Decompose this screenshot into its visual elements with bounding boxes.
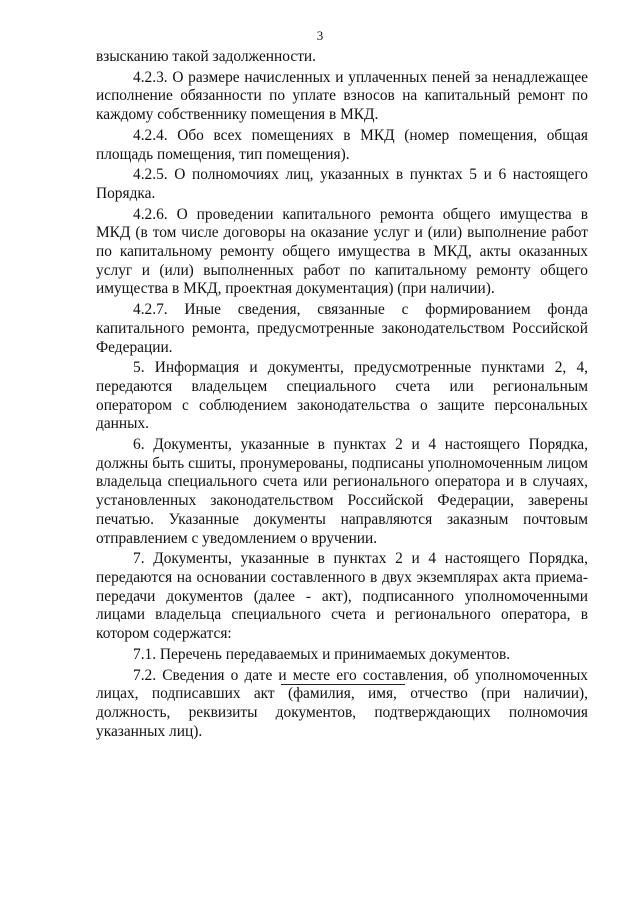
- paragraph-4-2-6: 4.2.6. О проведении капитального ремонта общего имущества в МКД (в том числе договоры на оказание услуг и (или) выполнение работ по капитальному ремонту общего имущества в МКД, акты оказанных услуг и (или) выполненных работ по капитальному ремонту общего имущества в МКД, проектная документация) (при наличии).: [96, 205, 588, 298]
- paragraph-6: 6. Документы, указанные в пунктах 2 и 4 настоящего Порядка, должны быть сшиты, пронумерованы, подписаны уполномоченным лицом владельца специального счета или регионального оператора и в случаях, установленных законодательством Российской Федерации, заверены печатью. Указанные документы направляются заказным почтовым отправлением с уведомлением о вручении.: [96, 436, 588, 547]
- paragraph-4-2-3: 4.2.3. О размере начисленных и уплаченных пеней за ненадлежащее исполнение обязанности по уплате взносов на капитальный ремонт по каждому собственнику помещения в МКД.: [96, 68, 588, 124]
- paragraph-continuation: взысканию такой задолженности.: [96, 48, 316, 65]
- page-number: 3: [316, 28, 324, 43]
- paragraph-7: 7. Документы, указанные в пунктах 2 и 4 настоящего Порядка, передаются на основании составленного в двух экземплярах акта приема-передачи документов (далее - акт), подписанного уполномоченными лицами владельца специального счета и регионального оператора, в котором содержатся:: [96, 550, 588, 643]
- document-body: [96, 48, 588, 743]
- paragraph-4-2-5: 4.2.5. О полномочиях лиц, указанных в пунктах 5 и 6 настоящего Порядка.: [96, 166, 588, 202]
- paragraph-4-2-7: 4.2.7. Иные сведения, связанные с формированием фонда капитального ремонта, предусмотренные законодательством Российской Федерации.: [96, 301, 588, 356]
- paragraph-5: 5. Информация и документы, предусмотренные пунктами 2, 4, передаются владельцем специального счета или региональным оператором с соблюдением законодательства о защите персональных данных.: [96, 359, 588, 433]
- closing-rule: [281, 684, 405, 685]
- paragraph-7-1: 7.1. Перечень передаваемых и принимаемых документов.: [133, 645, 511, 663]
- paragraph-7-2: 7.2. Сведения о дате и месте его составления, об уполномоченных лицах, подписавших акт (фамилия, имя, отчество (при наличии), должность, реквизиты документов, подтверждающих полномочия указанных лиц).: [96, 666, 588, 740]
- paragraph-4-2-4: 4.2.4. Обо всех помещениях в МКД (номер помещения, общая площадь помещения, тип помещения).: [96, 126, 588, 163]
